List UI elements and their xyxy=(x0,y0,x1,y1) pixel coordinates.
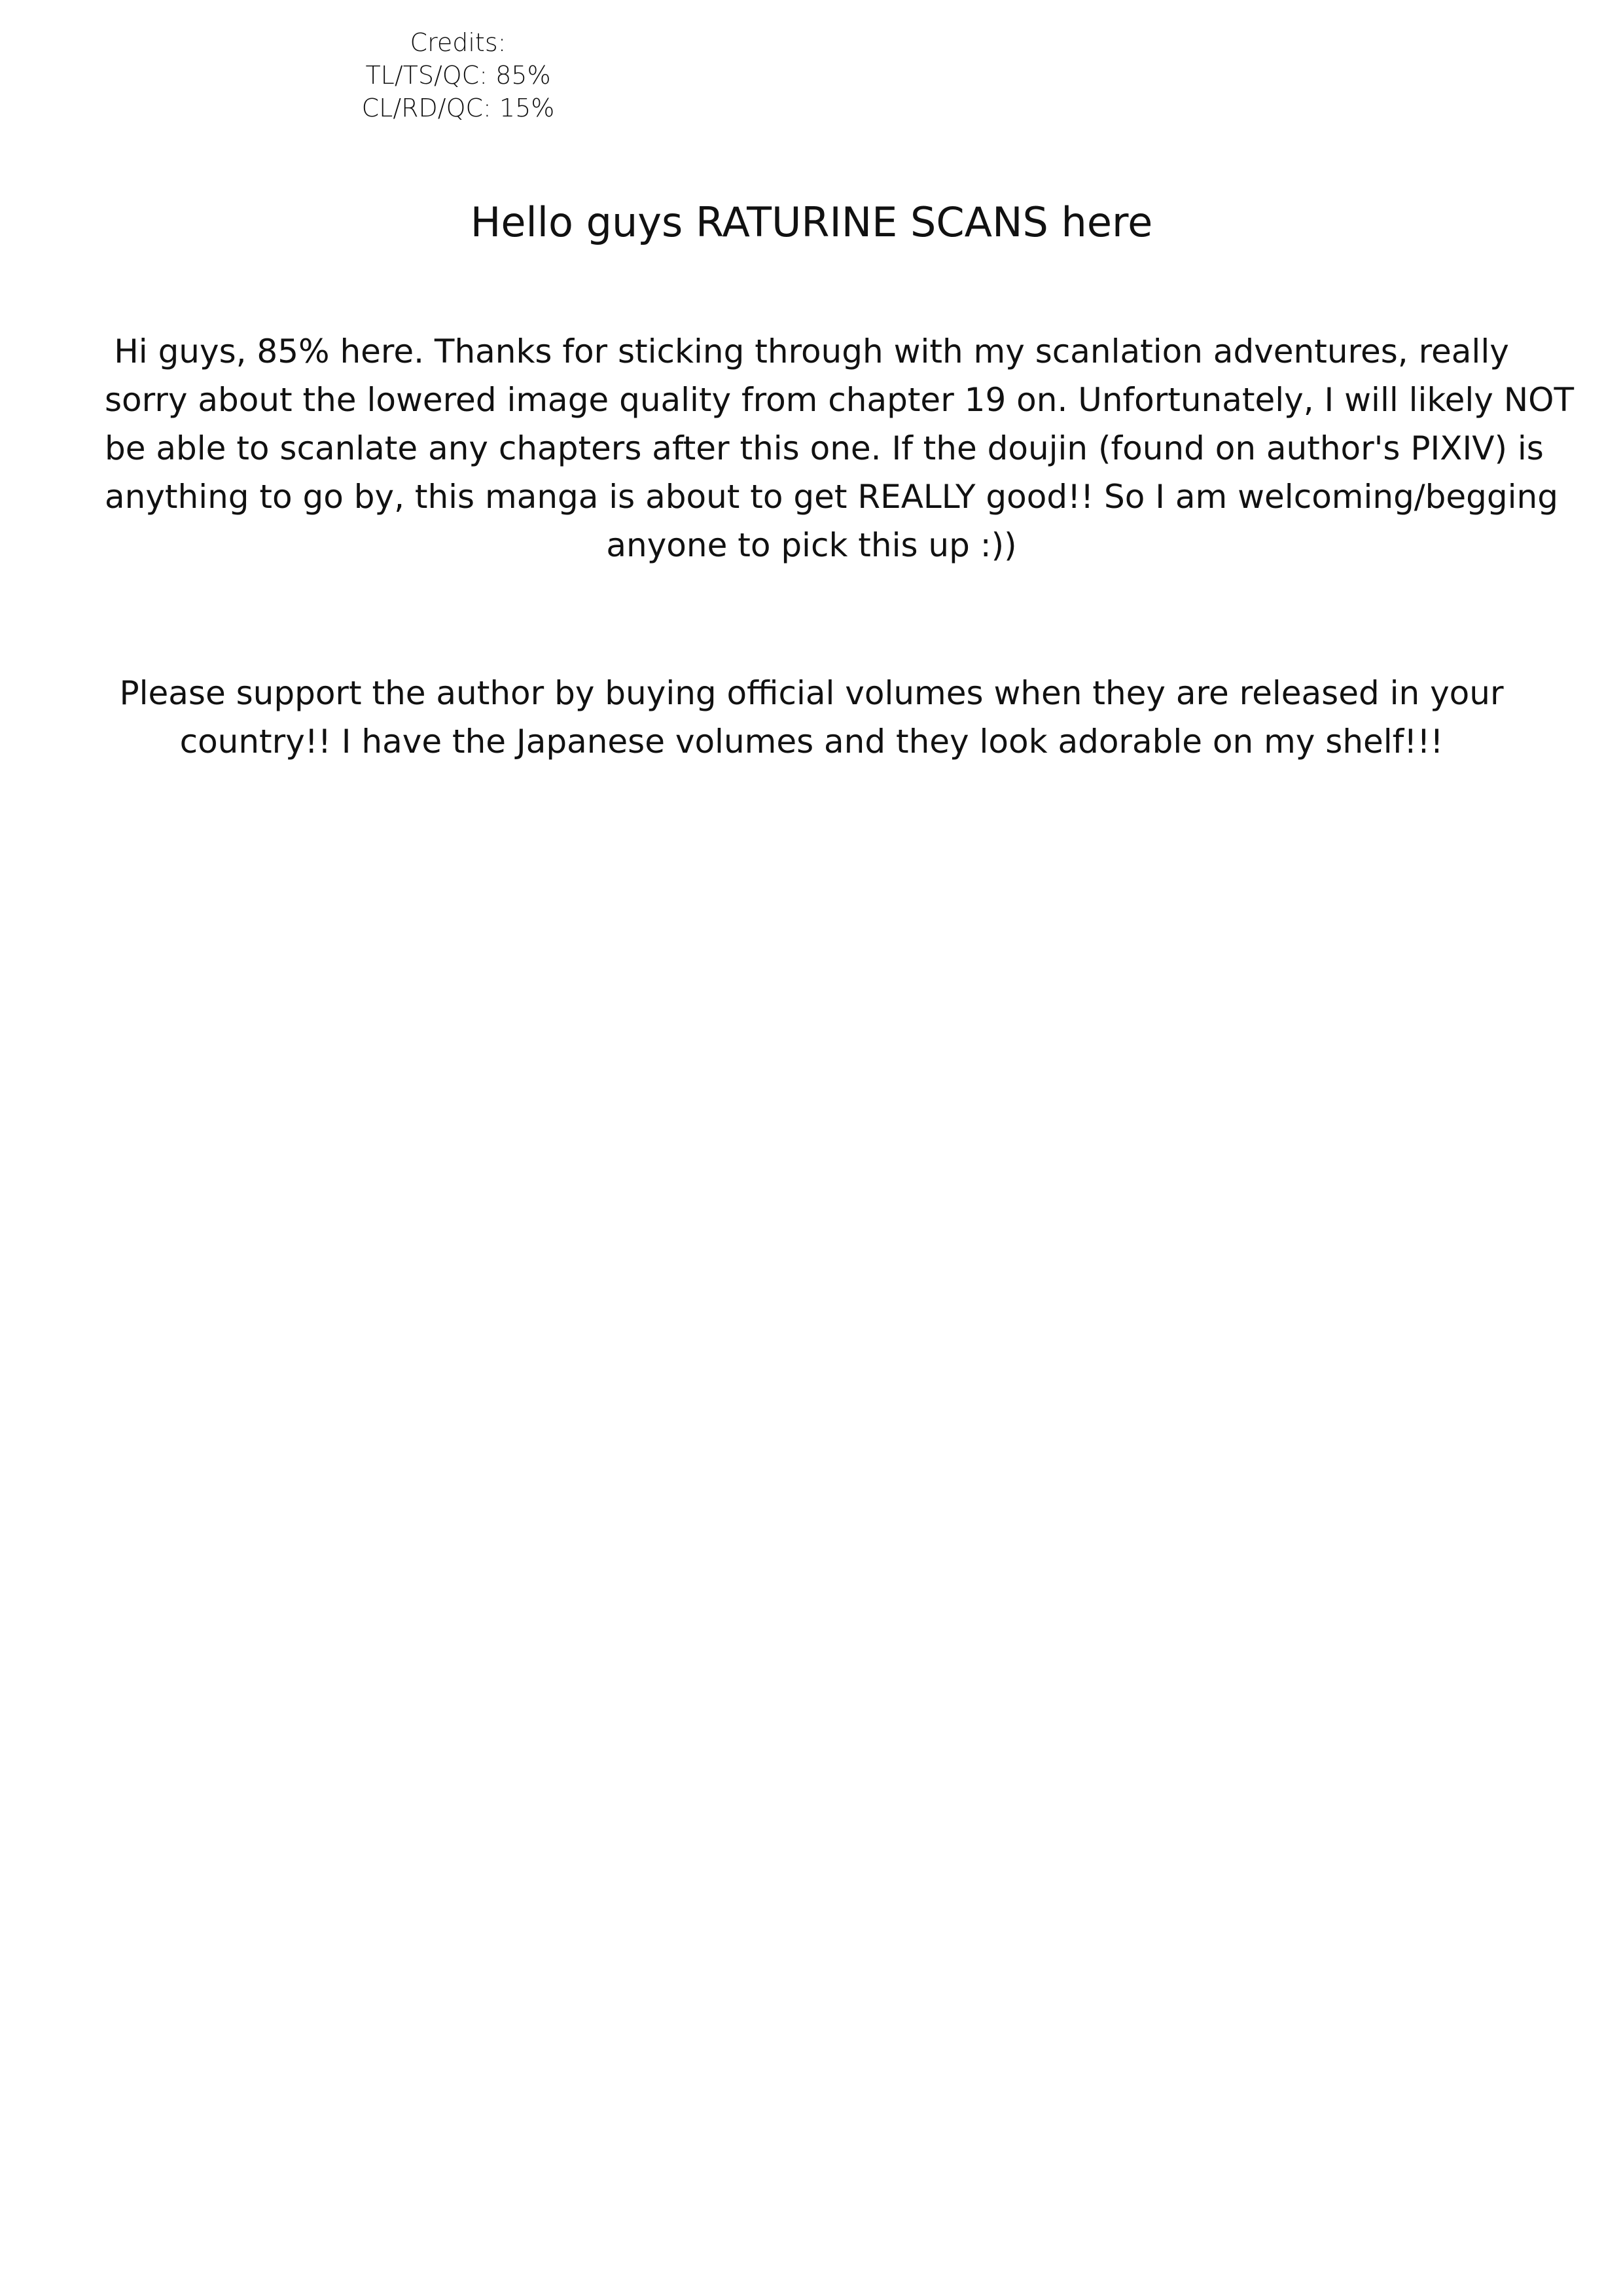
paragraph-line: sorry about the lowered image quality from chapter 19 on. Unfortunately, I will likely NOT xyxy=(105,381,1575,419)
paragraph-line: Hi guys, 85% here. Thanks for sticking through with my scanlation adventures, really xyxy=(114,332,1509,370)
paragraph-line: country!! I have the Japanese volumes and they look adorable on my shelf!!! xyxy=(179,723,1444,761)
paragraph-line: anyone to pick this up :)) xyxy=(606,526,1017,564)
credits-line-translator: TL/TS/QC: 85% xyxy=(365,61,551,90)
paragraph-line: be able to scanlate any chapters after this one. If the doujin (found on author's PIXIV) is xyxy=(105,429,1544,467)
message-paragraph-2 xyxy=(105,669,1518,766)
credits-heading: Credits: xyxy=(410,28,507,57)
credits-line-cleaner: CL/RD/QC: 15% xyxy=(361,94,555,122)
message-paragraph-1 xyxy=(105,327,1575,569)
page-title: Hello guys RATURINE SCANS here xyxy=(470,198,1153,246)
paragraph-line: anything to go by, this manga is about to get REALLY good!! So I am welcoming/begging xyxy=(105,478,1558,516)
paragraph-line: Please support the author by buying official volumes when they are released in your xyxy=(119,674,1504,712)
credits-block xyxy=(327,26,589,124)
